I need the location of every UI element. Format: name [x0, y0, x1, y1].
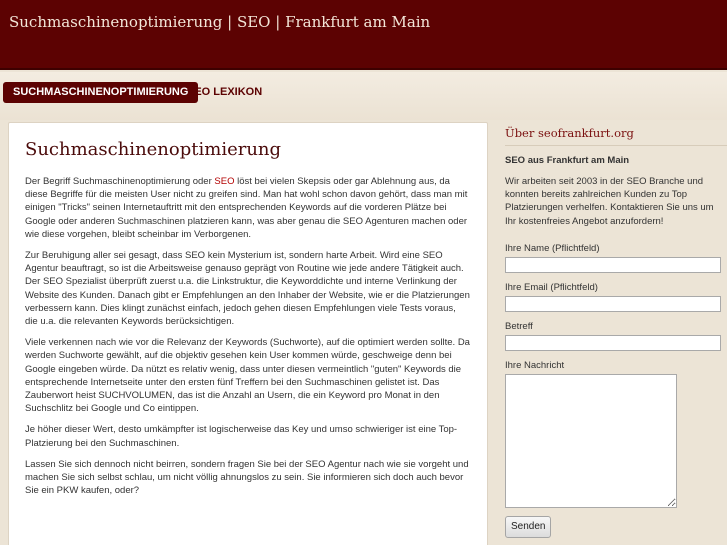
main-content	[8, 122, 488, 545]
page-title: Suchmaschinenoptimierung	[25, 139, 282, 160]
message-textarea[interactable]	[505, 374, 677, 508]
sidebar-subheading: SEO aus Frankfurt am Main	[505, 155, 630, 166]
nav-item-suchmaschinenoptimierung[interactable]: SUCHMASCHINENOPTIMIERUNG	[3, 82, 198, 103]
paragraph-2: Zur Beruhigung aller sei gesagt, dass SEO kein Mysterium ist, sondern harte Arbeit. Wird eine SEO Agentur beauftragt, so ist die Arbeitsweise genauso geprägt von Routine wie jede andere Tätigkeit auch. Der SEO Spezialist überprüft zuerst u.a. die Linkstruktur, die Keyworddichte und interne Verlinkung der Website des Kunden. Danach gibt er Empfehlungen an den Inhaber der Website, wie er die Platzierungen verbessern kann. Dies klingt zunächst einfach, jedoch gehen diesen Empfehlungen viele Tests voraus, die u.a. die relevanten Keywords berücksichtigen.	[25, 250, 470, 328]
name-input[interactable]	[505, 257, 721, 273]
paragraph-3: Viele verkennen nach wie vor die Relevanz der Keywords (Suchworte), auf die optimiert werden sollte. Da werden Suchworte gewählt, auf die objektiv gesehen kein User kommen würde, geschweige denn bei Google eingeben würde. Da nützt es relativ wenig, dass unter diesen vermeintlich "guten" Keywords die entsprechende Internetseite unter den ersten fünf Treffern bei den Suchmaschinen gelistet ist. Das Zauberwort heist SUCHVOLUMEN, das ist die Anzahl an Usern, die ein Keyword pro Monat in den Suchschlitz bei Google und Co eintippen.	[25, 337, 470, 415]
paragraph-4: Je höher dieser Wert, desto umkämpfter ist logischerweise das Key und umso schwieriger ist eine Top-Platzierung bei den Suchmaschinen.	[25, 424, 458, 449]
name-label: Ihre Name (Pflichtfeld)	[505, 242, 600, 254]
paragraph-1-start: Der Begriff Suchmaschinenoptimierung oder	[25, 176, 215, 187]
nav-item-seo-lexikon[interactable]: SEO LEXIKON	[187, 86, 263, 98]
subject-label: Betreff	[505, 320, 533, 332]
seo-link[interactable]: SEO	[214, 176, 235, 187]
message-label: Ihre Nachricht	[505, 359, 565, 371]
subject-input[interactable]	[505, 335, 721, 351]
paragraph-1-end: löst bei vielen Skepsis oder gar Ablehnung aus, da diese Begriffe für die meisten User nicht zu greifen sind. Man hat wohl schon davon gehört, dass man mit einigen "Tricks" seinen Internetauftritt mit den entsprechenden Keywords auf die vorderen Plätze bei Google oder anderen Suchmaschinen platzieren kann, was aber genau die SEO Agenturen machen oder wie diese vorgehen, bleibt scheinbar im Verborgenen.	[25, 176, 468, 240]
paragraph-1	[25, 175, 471, 241]
contact-form	[505, 243, 727, 538]
sidebar-heading: Über seofrankfurt.org	[505, 126, 727, 146]
main-nav	[0, 72, 727, 120]
send-button[interactable]: Senden	[505, 516, 551, 538]
sidebar	[505, 126, 727, 545]
site-header	[0, 0, 727, 70]
sidebar-intro-text: Wir arbeiten seit 2003 in der SEO Branche und konnten bereits zahlreichen Kunden zu Top Platzierungen verhelfen. Kontaktieren Sie uns um Ihr kostenfreies Angebot anzufordern!	[505, 176, 714, 227]
email-input[interactable]	[505, 296, 721, 312]
site-title[interactable]: Suchmaschinenoptimierung | SEO | Frankfurt am Main	[9, 13, 431, 31]
paragraph-5: Lassen Sie sich dennoch nicht beirren, sondern fragen Sie bei der SEO Agentur nach wie sie vorgeht und machen Sie sich selbst schlau, um nicht völlig ahnungslos zu sein. Sie informieren sich doch auch bevor Sie ein PKW kaufen, oder?	[25, 458, 469, 497]
email-label: Ihre Email (Pflichtfeld)	[505, 281, 598, 293]
